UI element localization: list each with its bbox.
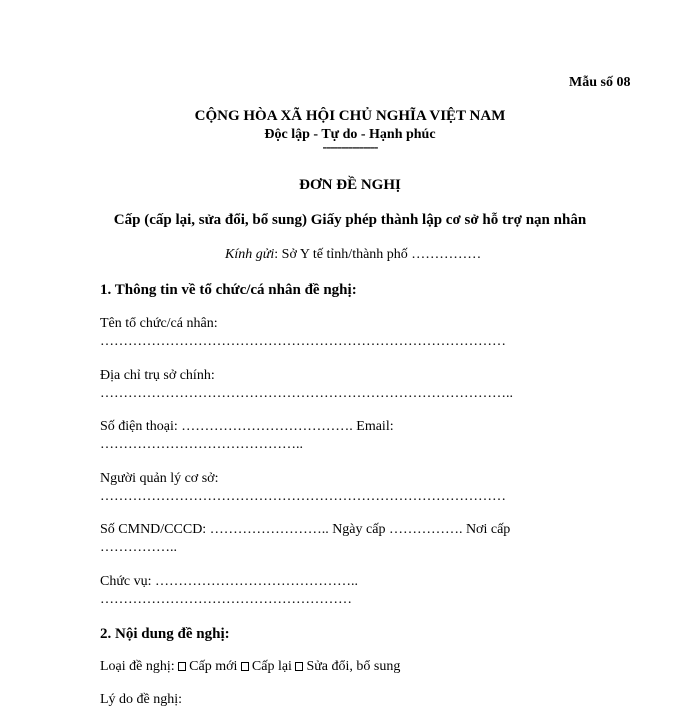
request-type-label: Loại đề nghị: — [100, 659, 175, 674]
header-separator: --------------- — [322, 140, 378, 155]
addressee-label: Kính gửi — [225, 247, 275, 262]
reason-label: Lý do đề nghị: — [100, 692, 183, 707]
addressee-line — [225, 247, 481, 263]
position-line[interactable]: Chức vụ: …………………………………….. — [100, 574, 359, 589]
addressee-value: : Sở Y tế tỉnh/thành phố …………… — [274, 247, 482, 262]
email-field[interactable]: …………………………………….. — [100, 437, 303, 452]
checkbox-amend[interactable] — [295, 662, 303, 671]
motto: Độc lập - Tự do - Hạnh phúc — [264, 127, 436, 142]
org-name-label: Tên tổ chức/cá nhân: — [100, 316, 218, 331]
option-new-label: Cấp mới — [189, 659, 238, 674]
position-field[interactable]: ……………………………………………… — [100, 592, 352, 607]
manager-field[interactable]: …………………………………………………………………………… — [100, 489, 506, 504]
phone-email-line[interactable]: Số điện thoại: ………………………………. Email: — [100, 419, 394, 434]
option-amend-label: Sửa đổi, bổ sung — [306, 659, 401, 674]
form-number: Mẫu số 08 — [569, 75, 631, 90]
id-card-line[interactable]: Số CMND/CCCD: …………………….. Ngày cấp ……………. Nơi cấp — [100, 522, 511, 537]
checkbox-reissue[interactable] — [241, 662, 249, 671]
request-type-line — [100, 659, 400, 675]
section1-heading: 1. Thông tin về tổ chức/cá nhân đề nghị: — [100, 282, 357, 298]
document-title: ĐƠN ĐỀ NGHỊ — [299, 177, 401, 193]
address-field[interactable]: …………………………………………………………………………….. — [100, 386, 513, 401]
country-header: CỘNG HÒA XÃ HỘI CHỦ NGHĨA VIỆT NAM — [194, 108, 506, 124]
manager-label: Người quản lý cơ sở: — [100, 471, 219, 486]
option-reissue-label: Cấp lại — [251, 659, 292, 674]
address-label: Địa chỉ trụ sở chính: — [100, 368, 215, 383]
document-subtitle: Cấp (cấp lại, sửa đổi, bổ sung) Giấy phép thành lập cơ sở hỗ trợ nạn nhân — [113, 212, 587, 228]
issue-place-field[interactable]: …………….. — [100, 540, 177, 555]
checkbox-new[interactable] — [178, 662, 186, 671]
org-name-field[interactable]: …………………………………………………………………………… — [100, 334, 506, 349]
section2-heading: 2. Nội dung đề nghị: — [100, 626, 230, 642]
